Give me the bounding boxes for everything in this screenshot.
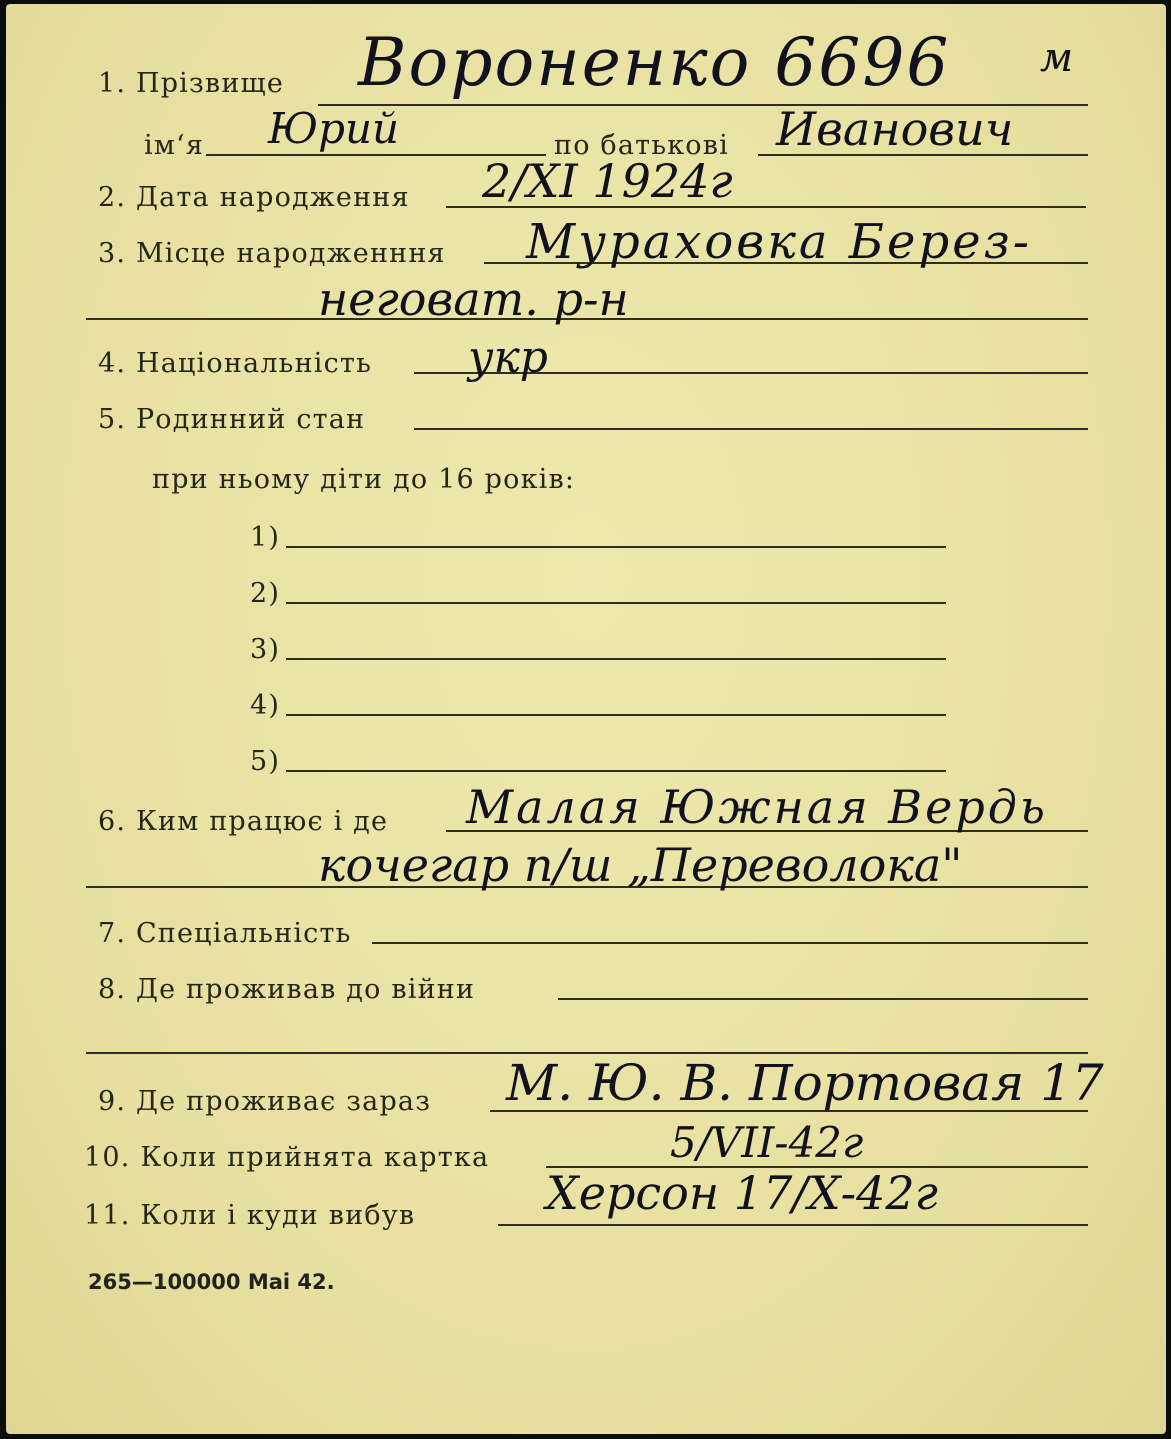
child-5-line (286, 770, 946, 772)
child-4-line (286, 714, 946, 716)
child-4-label: 4) (250, 690, 281, 721)
print-run-note: 265—100000 Mai 42. (88, 1270, 335, 1294)
card-accepted-value: 5/VII-42г (670, 1118, 864, 1167)
departure-value: Херсон 17/Х-42г (546, 1166, 938, 1220)
field-surname-label: 1. Прізвище (98, 68, 285, 99)
departure-line (498, 1224, 1088, 1226)
child-2-line (286, 602, 946, 604)
surname-value: Вороненко 6696 (358, 24, 951, 101)
child-1-line (286, 546, 946, 548)
work-label: 6. Ким працює і де (98, 806, 389, 837)
marital-status-label: 5. Родинний стан (98, 404, 366, 435)
birth-place-value-1: Мураховка Берез- (526, 214, 1032, 270)
departure-label: 11. Коли і куди вибув (84, 1200, 416, 1231)
card-accepted-label: 10. Коли прийнята картка (84, 1142, 490, 1173)
nationality-label: 4. Національність (98, 348, 372, 379)
child-5-label: 5) (250, 746, 281, 777)
current-residence-value: М. Ю. В. Портовая 17 (506, 1054, 1104, 1112)
prewar-residence-label: 8. Де проживав до війни (98, 974, 476, 1005)
birth-place-value-2: неговат. р-н (318, 272, 629, 326)
birth-date-value: 2/ХІ 1924г (482, 154, 733, 208)
first-name-value: Юрий (268, 104, 400, 153)
prewar-residence-line-1 (558, 998, 1088, 1000)
children-label: при ньому діти до 16 років: (152, 464, 576, 495)
specialty-line (372, 942, 1088, 944)
surname-mark: м (1040, 35, 1074, 81)
child-3-line (286, 658, 946, 660)
registration-card (6, 4, 1166, 1434)
nationality-value: укр (468, 332, 548, 383)
birth-date-label: 2. Дата народження (98, 182, 410, 213)
current-residence-label: 9. Де проживає зараз (98, 1086, 432, 1117)
patronymic-label: по батькові (554, 130, 729, 161)
specialty-label: 7. Спеціальність (98, 918, 352, 949)
child-1-label: 1) (250, 522, 281, 553)
patronymic-value: Иванович (776, 102, 1014, 156)
birth-place-label: 3. Місце народженння (98, 238, 446, 269)
work-value-1: Малая Южная Вердь (466, 780, 1048, 834)
marital-status-line (414, 428, 1088, 430)
work-value-2: кочегар п/ш „Переволока" (318, 838, 963, 892)
first-name-label: ім‘я (144, 130, 205, 161)
child-2-label: 2) (250, 578, 281, 609)
child-3-label: 3) (250, 634, 281, 665)
